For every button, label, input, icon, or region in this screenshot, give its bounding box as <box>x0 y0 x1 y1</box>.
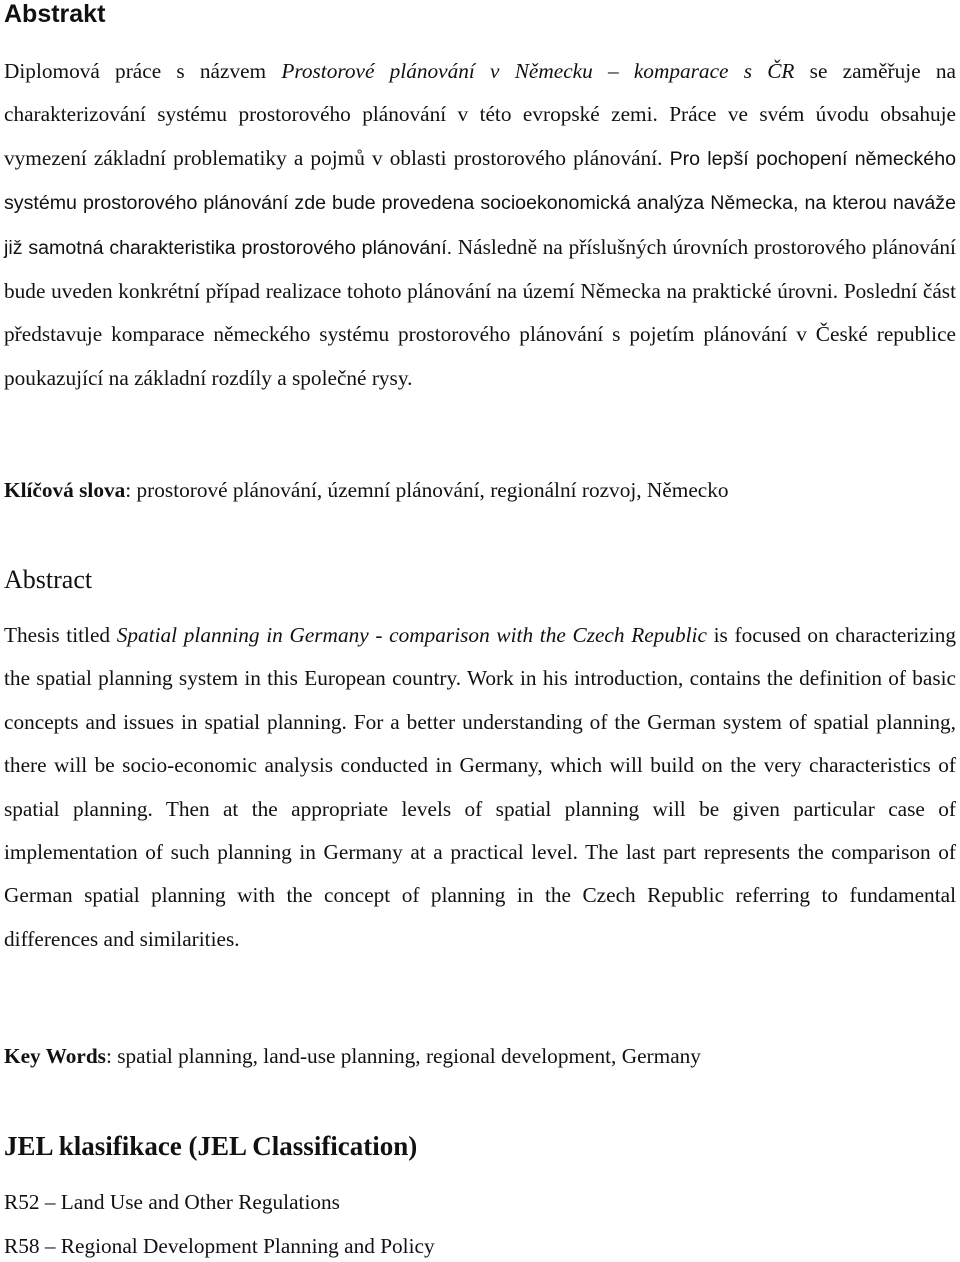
abstract-text-rest: is focused on characterizing the spatial planning system in this European country. Work in his introduction, contains the definition of basic concepts and issues in spatial planning. For a better understanding of the German system of spatial planning, there will be socio-economic analysis conducted in Germany, which will build on the very characteristics of spatial planning. Then at the appropriate levels of spatial planning will be given particular case of implementation of such planning in Germany at a practical level. The last part represents the comparison of German spatial planning with the concept of planning in the Czech Republic referring to fundamental differences and similarities. <box>4 623 956 951</box>
jel-item-r52: R52 – Land Use and Other Regulations <box>4 1190 340 1214</box>
key-words-line <box>4 1042 701 1070</box>
abstrakt-heading: Abstrakt <box>4 0 106 28</box>
abstract-heading: Abstract <box>4 565 93 594</box>
abstrakt-paragraph <box>4 50 956 400</box>
jel-heading: JEL klasifikace (JEL Classification) <box>4 1131 418 1161</box>
abstract-text-start: Thesis titled <box>4 623 117 647</box>
key-words-label: Key Words <box>4 1044 106 1068</box>
abstrakt-text-start: Diplomová práce s názvem <box>4 59 282 83</box>
jel-item-r58: R58 – Regional Development Planning and Policy <box>4 1234 435 1258</box>
abstrakt-text-sans: Pro lepší pochopení německého systému prostorového plánování zde bude provedena socioekonomická analýza Německa, na kterou naváže již samotná charakteristika prostorového plánování. <box>4 147 956 259</box>
abstrakt-text-rest: se zaměřuje na charakterizování systému prostorového plánování v této evropské zemi. Práce ve svém úvodu obsahuje vymezení základní problematiky a pojmů v oblasti prostorového plánování. <box>4 59 956 170</box>
klicova-slova-line <box>4 476 729 504</box>
klicova-slova-value: : prostorové plánování, územní plánování, regionální rozvoj, Německo <box>125 478 729 502</box>
abstrakt-thesis-title: Prostorové plánování v Německu – komparace s ČR <box>281 59 795 83</box>
abstract-paragraph <box>4 614 956 961</box>
abstract-thesis-title: Spatial planning in Germany - comparison with the Czech Republic <box>116 623 707 647</box>
abstrakt-text-end: Následně na příslušných úrovních prostorového plánování bude uveden konkrétní případ realizace tohoto plánování na území Německa na praktické úrovni. Poslední část představuje komparace německého systému prostorového plánování s pojetím plánování v České republice poukazující na základní rozdíly a společné rysy. <box>4 234 956 390</box>
klicova-slova-label: Klíčová slova <box>4 478 126 502</box>
key-words-value: : spatial planning, land-use planning, regional development, Germany <box>105 1044 701 1068</box>
